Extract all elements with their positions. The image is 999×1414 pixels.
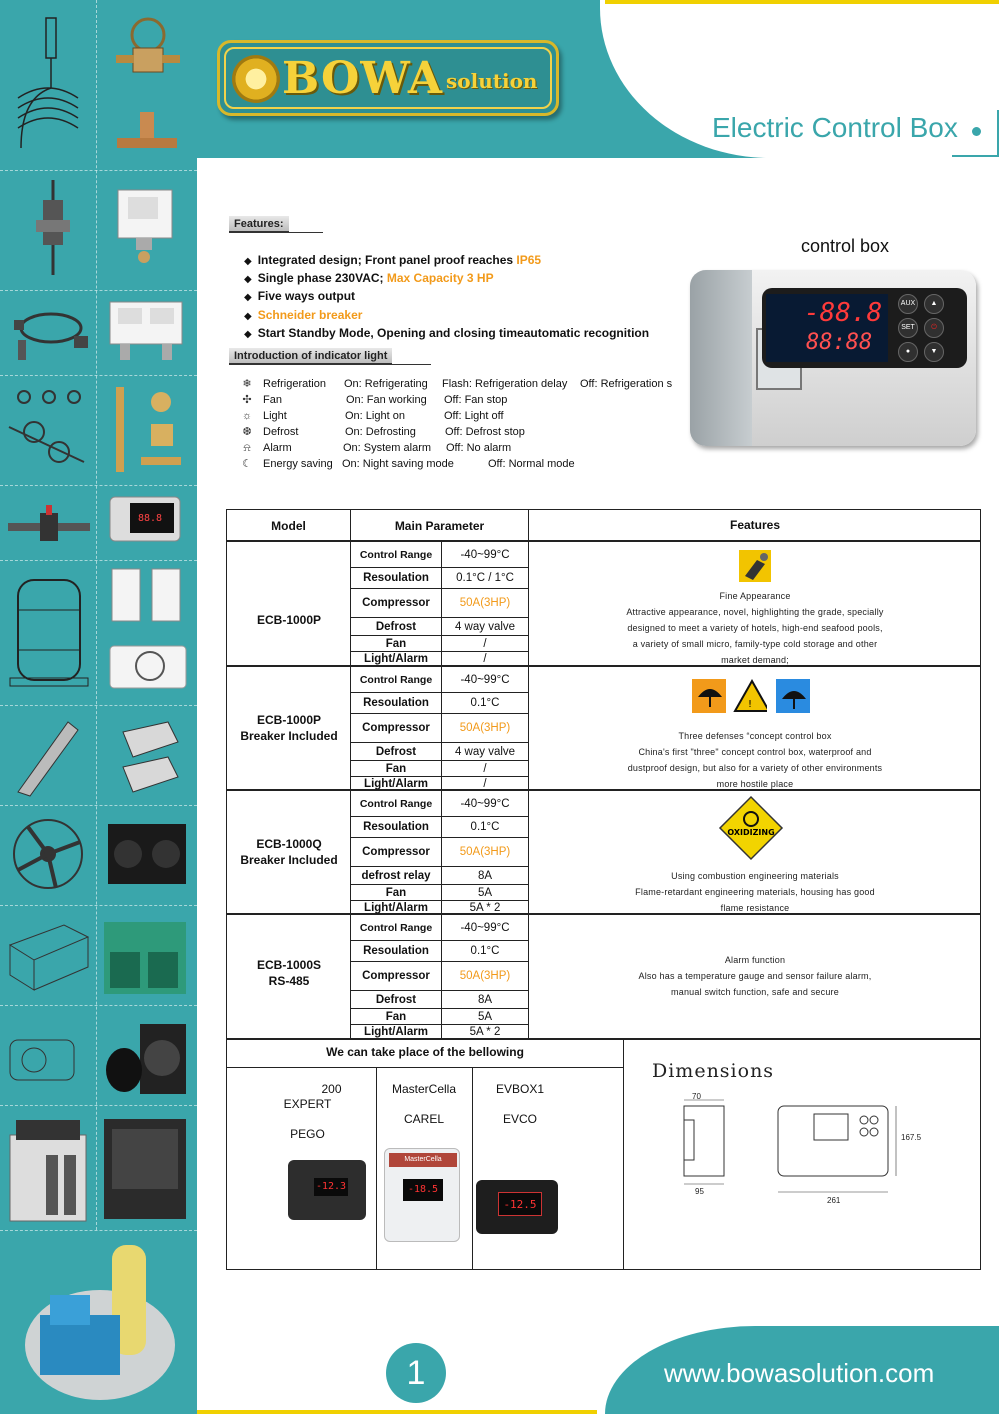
param-value: 5A bbox=[477, 1011, 493, 1023]
ball-valve-image bbox=[6, 505, 92, 545]
light-bulb-icon: ● bbox=[898, 342, 918, 362]
param-label: Compressor bbox=[362, 597, 430, 609]
param-value: -40~99°C bbox=[460, 922, 510, 934]
param-value: 4 way valve bbox=[454, 746, 516, 758]
up-arrow-icon: ▲ bbox=[924, 294, 944, 314]
logo-main-text: BOWA bbox=[282, 53, 444, 104]
control-box-label: control box bbox=[801, 236, 890, 256]
param-value: 0.1°C bbox=[470, 945, 500, 957]
door-handle-image bbox=[8, 712, 88, 798]
snowflake-icon: ❄ bbox=[242, 378, 252, 390]
param-label: Resoulation bbox=[363, 821, 429, 833]
spray-gun-icon bbox=[737, 548, 771, 582]
sight-glass-image bbox=[4, 382, 94, 478]
set-button: SET bbox=[898, 318, 918, 338]
carel-controller-image: MasterCella -18.5 bbox=[384, 1148, 460, 1242]
model-name: ECB-1000P bbox=[256, 613, 322, 627]
expansion-valve-coil-image bbox=[8, 8, 88, 158]
display-top-readout: -88.8 bbox=[804, 298, 883, 328]
param-label: Light/Alarm bbox=[364, 902, 428, 914]
feature-line: Alarm function bbox=[724, 955, 786, 965]
sidebar-divider bbox=[0, 290, 197, 291]
param-value: 5A * 2 bbox=[469, 1026, 501, 1038]
pego-controller-image: -12.3 bbox=[288, 1160, 366, 1220]
param-label: Control Range bbox=[359, 549, 433, 561]
param-label: Resoulation bbox=[363, 572, 429, 584]
param-header: Main Parameter bbox=[394, 519, 485, 533]
sidebar-divider bbox=[0, 560, 197, 561]
bottom-accent-line bbox=[197, 1410, 597, 1414]
param-label: Resoulation bbox=[363, 697, 429, 709]
param-value: -40~99°C bbox=[460, 674, 510, 686]
condenser-coil-image bbox=[104, 820, 190, 888]
svg-text:OXIDIZING: OXIDIZING bbox=[727, 828, 775, 837]
capillary-tube-image bbox=[6, 300, 92, 366]
param-value: / bbox=[483, 653, 487, 665]
param-value: 0.1°C / 1°C bbox=[456, 572, 514, 584]
table-rule bbox=[623, 1039, 624, 1269]
defrost-icon: ❆ bbox=[242, 426, 252, 439]
rain-umbrella-icon bbox=[776, 679, 810, 713]
control-box-thumb-image bbox=[108, 495, 182, 545]
feature-item: ◆ Schneider breaker bbox=[244, 307, 649, 325]
dual-pressure-switch-image bbox=[106, 298, 186, 368]
door-hinge-image bbox=[108, 712, 188, 798]
table-border bbox=[226, 1269, 981, 1270]
power-icon: ⏻ bbox=[924, 318, 944, 338]
feature-line: Three defenses “concept control box bbox=[678, 731, 832, 741]
din-rail-relay-image bbox=[108, 565, 188, 625]
table-rule bbox=[226, 540, 981, 542]
warning-triangle-icon bbox=[733, 679, 767, 713]
svg-text:!: ! bbox=[748, 699, 753, 710]
fan-icon: ✣ bbox=[242, 394, 252, 407]
param-value: 0.1°C bbox=[470, 697, 500, 709]
param-value: 4 way valve bbox=[454, 621, 516, 633]
umbrella-icon bbox=[692, 679, 726, 713]
param-value: 50A(3HP) bbox=[459, 970, 511, 982]
control-box-photo bbox=[690, 270, 976, 446]
feature-line: Using combustion engineering materials bbox=[671, 871, 839, 881]
table-border bbox=[980, 509, 981, 1270]
param-label: Defrost bbox=[375, 621, 417, 633]
model-name: ECB-1000S RS-485 bbox=[256, 958, 322, 988]
feature-line: Fine Appearance bbox=[719, 591, 791, 601]
table-border bbox=[226, 509, 981, 510]
param-label: Light/Alarm bbox=[364, 778, 428, 790]
features-heading: Features: bbox=[229, 216, 289, 232]
air-cooler-image bbox=[4, 915, 92, 995]
param-value: 50A(3HP) bbox=[459, 846, 511, 858]
table-rule bbox=[226, 1067, 623, 1068]
logo-emblem-icon bbox=[232, 55, 280, 103]
chiller-unit-image bbox=[100, 1115, 190, 1223]
feature-line: a variety of small micro, family-type cold storage and other bbox=[632, 639, 878, 649]
feature-text bbox=[530, 728, 980, 792]
moon-icon: ☾ bbox=[242, 458, 252, 471]
cooling-tower-image bbox=[6, 1115, 90, 1223]
param-label: defrost relay bbox=[361, 870, 431, 882]
dimension-drawing bbox=[676, 1090, 926, 1210]
param-value: / bbox=[483, 638, 487, 650]
param-value: -40~99°C bbox=[460, 549, 510, 561]
param-value: / bbox=[483, 763, 487, 775]
features-header: Features bbox=[729, 518, 781, 532]
sidebar-divider bbox=[0, 170, 197, 171]
feature-item: ◆ Five ways output bbox=[244, 288, 649, 306]
param-label: Compressor bbox=[362, 970, 430, 982]
feature-line: more hostile place bbox=[716, 779, 794, 789]
param-value: 5A bbox=[477, 887, 493, 899]
evaporator-unit-image bbox=[108, 640, 188, 695]
model-name: ECB-1000Q Breaker Included bbox=[240, 837, 338, 867]
param-label: Control Range bbox=[359, 674, 433, 686]
svg-text:88.8: 88.8 bbox=[138, 513, 163, 524]
feature-text bbox=[530, 868, 980, 916]
param-value: 50A(3HP) bbox=[459, 722, 511, 734]
model-header: Model bbox=[271, 519, 306, 533]
motor-unit-image bbox=[4, 1025, 92, 1095]
sidebar-divider bbox=[0, 1005, 197, 1006]
solenoid-valve-image bbox=[112, 110, 182, 160]
param-label: Compressor bbox=[362, 846, 430, 858]
fan-motor-image bbox=[8, 812, 88, 898]
device-left-panel bbox=[690, 270, 752, 446]
param-label: Fan bbox=[385, 763, 407, 775]
filter-drier-image bbox=[28, 180, 78, 280]
compressor-fan-unit-image bbox=[100, 1020, 190, 1098]
title-rule bbox=[952, 155, 999, 157]
param-value: 0.1°C bbox=[470, 821, 500, 833]
features-list bbox=[244, 252, 649, 343]
sidebar-divider bbox=[0, 905, 197, 906]
aux-button: AUX bbox=[898, 294, 918, 314]
pego-brand: 200 EXPERT PEGO bbox=[283, 1082, 342, 1141]
feature-line: manual switch function, safe and secure bbox=[671, 987, 839, 997]
model-name: ECB-1000P Breaker Included bbox=[240, 713, 338, 743]
dim-width: 261 bbox=[827, 1196, 841, 1205]
expansion-valve-image bbox=[108, 10, 188, 90]
feature-item: ◆ Start Standby Mode, Opening and closing timeautomatic recognition bbox=[244, 325, 649, 343]
light-icon: ☼ bbox=[241, 410, 253, 423]
param-label: Light/Alarm bbox=[364, 653, 428, 665]
logo-sub-text: solution bbox=[446, 69, 538, 93]
refrigeration-plant-image bbox=[20, 1235, 190, 1405]
feature-line: market demand; bbox=[721, 655, 789, 665]
feature-text bbox=[530, 588, 980, 668]
feature-item: ◆ Integrated design; Front panel proof reaches IP65 bbox=[244, 252, 649, 270]
feature-text bbox=[530, 952, 980, 1000]
table-rule bbox=[226, 1038, 981, 1040]
dimensions-title: Dimensions bbox=[652, 1060, 775, 1082]
sidebar-divider bbox=[0, 805, 197, 806]
param-label: Resoulation bbox=[363, 945, 429, 957]
carel-brand: MasterCella CAREL bbox=[391, 1082, 457, 1126]
left-sidebar bbox=[0, 0, 197, 1414]
down-arrow-icon: ▼ bbox=[924, 342, 944, 362]
feature-line: Also has a temperature gauge and sensor failure alarm, bbox=[638, 971, 872, 981]
indicator-heading: Introduction of indicator light bbox=[229, 348, 392, 364]
feature-line: flame resistance bbox=[720, 903, 790, 913]
sidebar-divider bbox=[0, 1230, 197, 1231]
param-label: Fan bbox=[385, 887, 407, 899]
alarm-icon: ⍾ bbox=[243, 442, 251, 455]
page-number: 1 bbox=[386, 1343, 446, 1403]
evco-controller-image: -12.5 bbox=[476, 1180, 558, 1234]
param-label: Control Range bbox=[359, 798, 433, 810]
scroll-compressor-image bbox=[6, 570, 92, 695]
page-title: Electric Control Box bbox=[712, 112, 958, 143]
brass-fittings-image bbox=[106, 382, 186, 478]
pressure-switch-image bbox=[110, 185, 180, 265]
evco-brand: EVBOX1 EVCO bbox=[495, 1082, 545, 1126]
title-dot-icon bbox=[972, 127, 981, 136]
param-value: 50A(3HP) bbox=[459, 597, 511, 609]
sidebar-divider bbox=[0, 705, 197, 706]
param-value: 8A bbox=[477, 870, 493, 882]
param-label: Fan bbox=[385, 1011, 407, 1023]
oxidizing-hazard-icon bbox=[718, 795, 784, 861]
feature-line: China's first "three" concept control box, waterproof and bbox=[638, 747, 872, 757]
device-front-panel bbox=[762, 288, 967, 368]
param-label: Control Range bbox=[359, 922, 433, 934]
sidebar-divider bbox=[0, 485, 197, 486]
brand-logo bbox=[217, 40, 559, 116]
dim-base: 95 bbox=[695, 1187, 704, 1196]
param-value: 8A bbox=[477, 994, 493, 1006]
feature-line: Flame-retardant engineering materials, housing has good bbox=[635, 887, 875, 897]
param-label: Compressor bbox=[362, 722, 430, 734]
feature-line: dustproof design, but also for a variety of other environments bbox=[627, 763, 883, 773]
device-display bbox=[766, 294, 888, 362]
dim-depth: 70 bbox=[692, 1092, 701, 1101]
dim-height: 167.5 bbox=[901, 1133, 922, 1142]
features-heading-rule bbox=[229, 232, 323, 233]
feature-line: Attractive appearance, novel, highlighting the grade, specially bbox=[626, 607, 884, 617]
top-accent-line bbox=[605, 0, 999, 4]
replace-heading: We can take place of the bellowing bbox=[326, 1045, 524, 1059]
website-link[interactable]: www.bowasolution.com bbox=[664, 1358, 935, 1388]
param-label: Defrost bbox=[375, 746, 417, 758]
feature-item: ◆ Single phase 230VAC; Max Capacity 3 HP bbox=[244, 270, 649, 288]
sidebar-divider bbox=[96, 0, 97, 1230]
display-bottom-readout: 88:88 bbox=[806, 330, 873, 355]
indicator-heading-rule bbox=[229, 364, 431, 365]
param-value: / bbox=[483, 778, 487, 790]
param-value: -40~99°C bbox=[460, 798, 510, 810]
feature-line: designed to meet a variety of hotels, high-end seafood pools, bbox=[627, 623, 883, 633]
param-label: Defrost bbox=[375, 994, 417, 1006]
sidebar-divider bbox=[0, 375, 197, 376]
param-value: 5A * 2 bbox=[469, 902, 501, 914]
table-rule bbox=[528, 509, 529, 1039]
sidebar-divider bbox=[0, 1105, 197, 1106]
condensing-unit-image bbox=[100, 912, 190, 1000]
param-label: Fan bbox=[385, 638, 407, 650]
param-label: Light/Alarm bbox=[364, 1026, 428, 1038]
